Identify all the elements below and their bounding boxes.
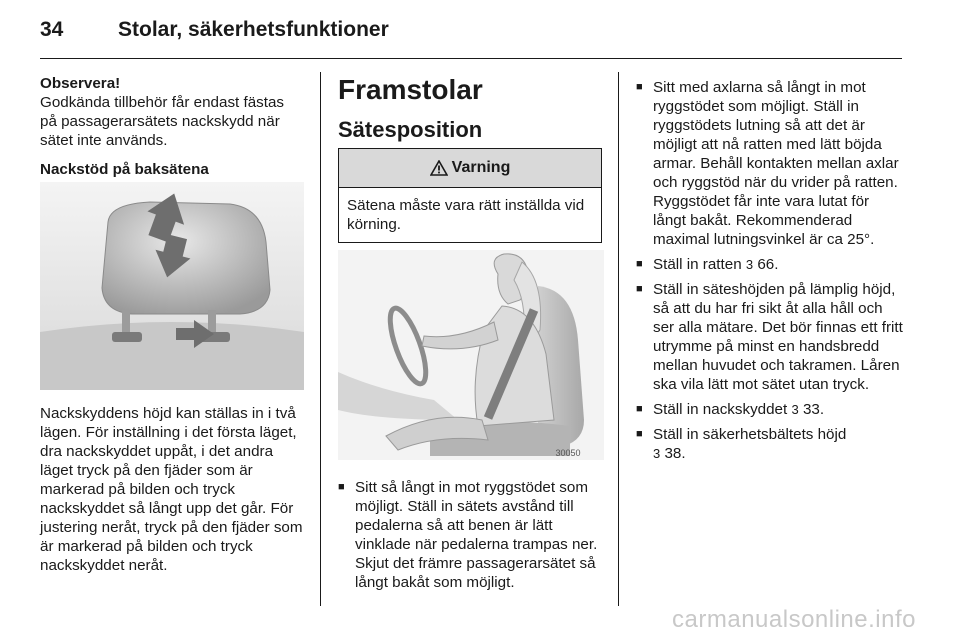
rear-headrest-subheading: Nackstöd på baksätena (40, 161, 209, 178)
page-header (40, 14, 902, 48)
list-item (636, 78, 906, 249)
column-divider-left (320, 72, 321, 606)
page-ref[interactable]: 33. (802, 401, 825, 418)
header-rule (40, 58, 902, 59)
driver-illustration-svg (338, 250, 604, 460)
list-item-text: Ställ in ratten (653, 256, 742, 273)
warning-box (338, 148, 602, 243)
headrest-illustration-svg (40, 182, 304, 390)
list-item-text: Ställ in säteshöjden på lämplig höjd, så att du har fri sikt åt alla håll och ser alla mätare. Det bör finnas ett fritt utrymme på minst en handsbredd mellan huvudet och takramen. Låren ska vila lätt mot sätet utan tryck. (653, 281, 903, 393)
left-column (40, 74, 304, 150)
driver-illustration (338, 250, 604, 460)
note-text: Godkända tillbehör får endast fästas på passagerarsätets nackskydd när sätet inte används. (40, 94, 284, 149)
list-item (636, 280, 906, 394)
warning-header (339, 149, 601, 188)
list-item-text: Ställ in nackskyddet (653, 401, 788, 418)
watermark: carmanualsonline.info (672, 606, 916, 633)
rear-headrest-section (40, 160, 304, 179)
seat-position-subheading: Sätesposition (338, 117, 483, 142)
page-ref-symbol: 3 (745, 257, 754, 272)
middle-column (338, 74, 604, 144)
warning-text: Sätena måste vara rätt inställda vid körning. (347, 197, 585, 233)
note-title: Observera! (40, 75, 121, 92)
list-item-text: Ställ in säkerhetsbältets höjd (653, 426, 847, 443)
list-item-text: Sitt så långt in mot ryggstödet som möjligt. Ställ in sätets avstånd till pedalerna så att benen är lätt vinklade när pedalerna trampas ner. Skjut det främre passagerarsätet så långt bakåt som möjligt. (355, 479, 598, 591)
page-ref-symbol: 3 (791, 402, 799, 417)
page-ref[interactable]: 38. (664, 445, 686, 462)
page-number: 34 (40, 18, 64, 41)
list-item (636, 425, 906, 463)
figure-code: 30050 (555, 448, 581, 458)
page-ref[interactable]: 66. (757, 256, 779, 273)
list-item (338, 478, 606, 592)
warning-title: Varning (451, 159, 511, 176)
seat-back-top (40, 322, 304, 390)
list-item (636, 255, 906, 274)
column-divider-right (618, 72, 619, 606)
page-ref-symbol: 3 (653, 446, 661, 461)
headrest-guide-left (112, 332, 142, 342)
list-item-text: Sitt med axlarna så långt in mot ryggstödet som möjligt. Ställ in ryggstödets lutning så att det är möjligt att nå ratten med lätt böjda armar. Behåll kontakten mellan axlar och ryggstöd när du vrider på ratten. Ryggstödet får inte vara lutat för långt bakåt. Rekommenderad maximal lutningsvinkel är ca 25°. (653, 79, 899, 248)
right-bullet-list (636, 78, 906, 463)
headrest-illustration (40, 182, 304, 390)
right-column (636, 78, 906, 469)
middle-bullets (338, 478, 606, 598)
page-title: Stolar, säkerhetsfunktioner (118, 18, 389, 41)
rear-headrest-paragraph: Nackskyddens höjd kan ställas in i två lägen. För inställning i det första läget, dra nackskyddet uppåt, i det andra läget tryck på den fjäder som är markerad på bilden och tryck nackskyddet så långt upp det går. För justering neråt, tryck på den fjäder som är markerad på bilden och tryck nackskyddet neråt. (40, 405, 303, 574)
warning-triangle-icon (430, 160, 448, 176)
middle-bullet-list (338, 478, 606, 592)
rear-headrest-paragraph-block (40, 404, 306, 575)
front-seats-heading: Framstolar (338, 74, 483, 105)
list-item (636, 400, 906, 419)
